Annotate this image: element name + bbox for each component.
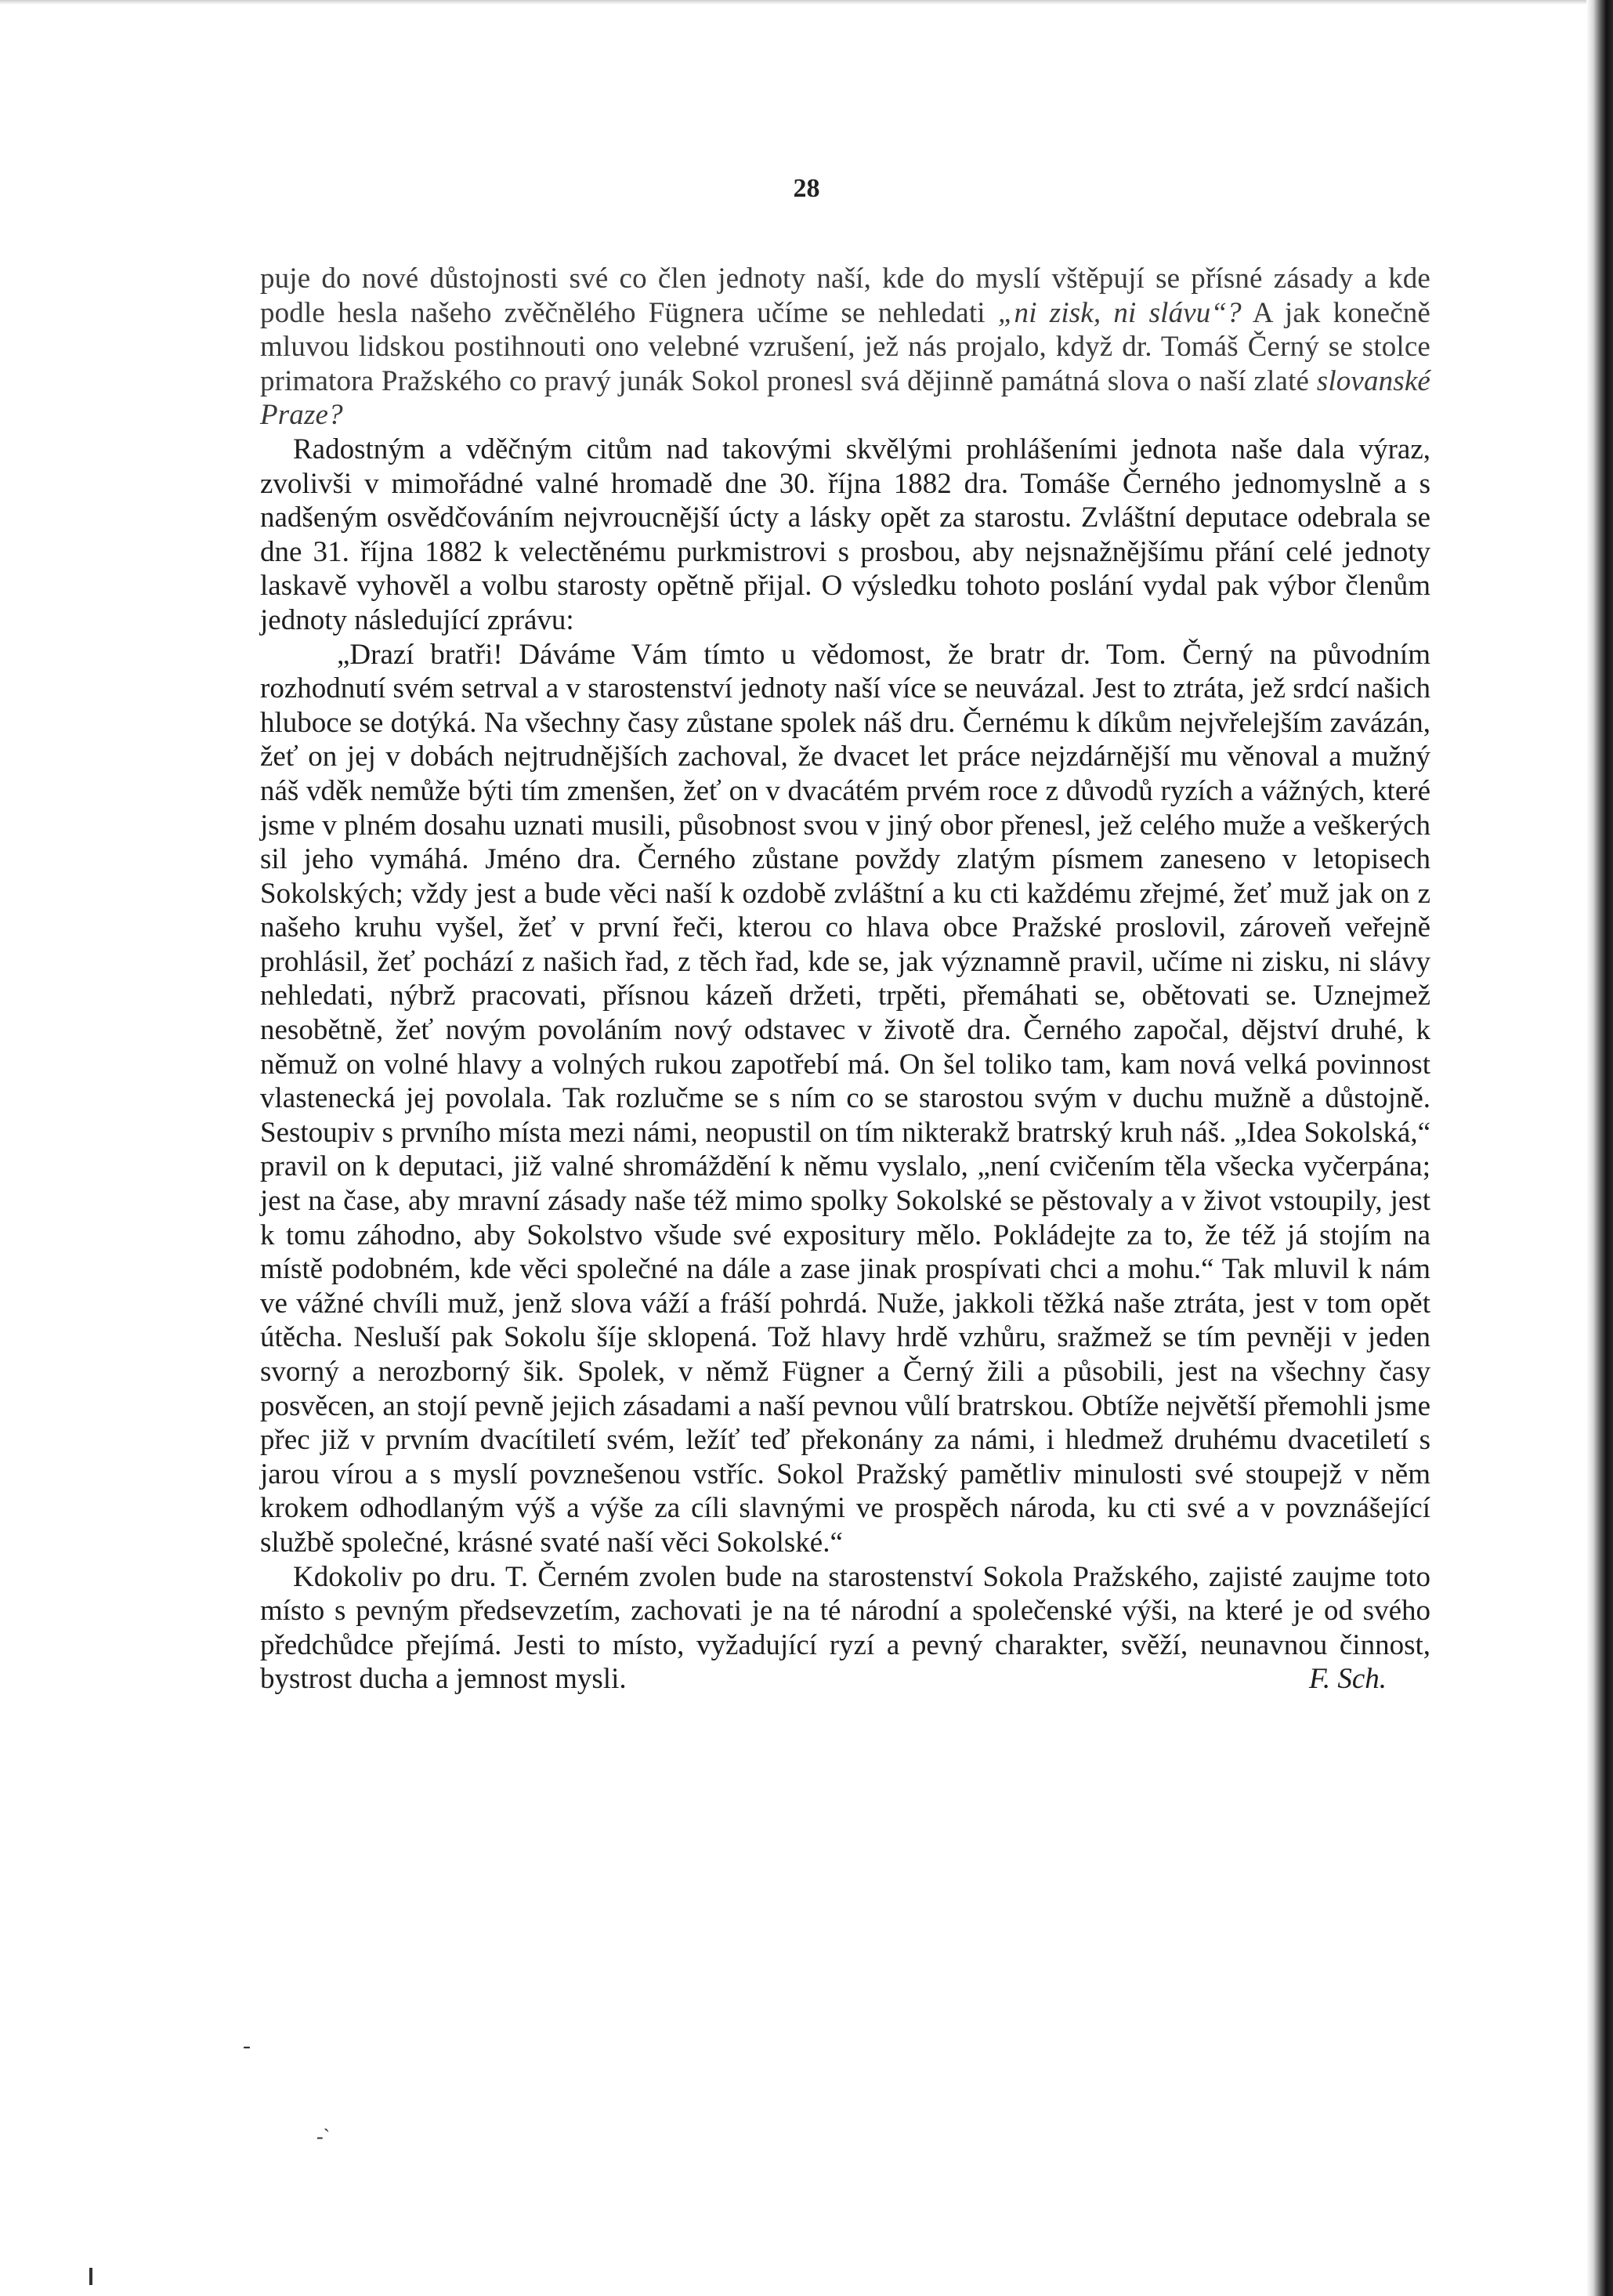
paragraph-final-text: Kdokoliv po dru. T. Černém zvolen bude na starostenství Sokola Pražského, zajisté zaujme toto místo s pevným předsevzetím, zachovati je na té národní a společenské výši, na které je od svého předchůdce přejímá. Jesti to místo, vyžadující ryzí a pevný charakter, svěží, neunavnou činnost, bystrost ducha a jemnost mysli. (260, 1560, 1430, 1696)
author-signature: F. Sch. (1308, 1663, 1387, 1696)
paragraph-1-text-cont: A jak konečně mluvou lidskou postihnouti ono velebné vzrušení, jež nás projalo, když dr. Tomáš Černý se stolce primatora Pražského co pravý junák Sokol pronesl svá dějinně památná slova o naší zlaté (260, 296, 1430, 397)
body-text (260, 262, 1430, 1697)
margin-mark (89, 2268, 92, 2285)
motto-quote: „ni zisk, ni slávu“? (997, 296, 1242, 329)
paragraph-final (260, 1560, 1430, 1697)
book-spine-shadow (1586, 0, 1613, 2296)
paragraph-1-text: puje do nové důstojnosti své co člen jednoty naší, kde do myslí vštěpují se přísné zásady a kde podle hesla našeho zvěčnělého Fügnera učíme se nehledati (260, 263, 1430, 329)
scan-edge (0, 0, 1613, 5)
paragraph-1 (260, 262, 1430, 433)
margin-mark: - (243, 2033, 251, 2059)
paragraph-1-italic-end: slovanské Praze? (260, 364, 1430, 432)
quoted-announcement: „Drazí bratři! Dáváme Vám tímto u vědomost, že bratr dr. Tom. Černý na původním rozhodnutí svém setrval a v starostenství jednoty naší více se neuvázal. Jest to ztráta, jež srdcí našich hluboce se dotýká. Na všechny časy zůstane spolek náš dru. Černému k díkům nejvřelejším zavázán, žeť on jej v dobách nejtrudnějších zachoval, že dvacet let práce nejzdárnější mu věnoval a mužný náš vděk nemůže býti tím zmenšen, žeť on v dvacátém prvém roce z důvodů ryzích a vážných, které jsme v plném dosahu uznati musili, působnost svou v jiný obor přenesl, jež celého muže a veškerých sil jeho vymáhá. Jméno dra. Černého zůstane povždy zlatým písmem zaneseno v letopisech Sokolských; vždy jest a bude věci naší k ozdobě zvláštní a ku cti každému zřejmé, žeť muž jak on z našeho kruhu vyšel, žeť v první řeči, kterou co hlava obce Pražské proslovil, zároveň veřejně prohlásil, žeť pochází z našich řad, z těch řad, kde se, jak významně pravil, učíme ni zisku, ni slávy nehledati, nýbrž pracovati, přísnou kázeň držeti, trpěti, přemáhati se, obětovati se. Uznejmež nesobětně, žeť novým povoláním nový odstavec v životě dra. Černého započal, dějství druhé, k němuž on volné hlavy a volných rukou zapotřebí má. On šel toliko tam, kam nová velká povinnost vlastenecká jej povolala. Tak rozlučme se s ním co se starostou svým v duchu mužně a důstojně. Sestoupiv s prvního místa mezi námi, neopustil on tím nikterakž bratrský kruh náš. „Idea Sokolská,“ pravil on k deputaci, již valné shromáždění k němu vyslalo, „není cvičením těla všecka vyčerpána; jest na čase, aby mravní zásady naše též mimo spolky Sokolské se pěstovaly a v život vstoupily, jest k tomu záhodno, aby Sokolstvo všude své expositury mělo. Pokládejte za to, že též já stojím na místě podobném, kde věci společné na dále a zase jinak prospívati chci a mohu.“ Tak mluvil k nám ve vážné chvíli muž, jenž slova váží a fráší pohrdá. Nuže, jakkoli těžká naše ztráta, jest v tom opět útěcha. Nesluší pak Sokolu šíje sklopená. Tož hlavy hrdě vzhůru, sražmež se tím pevněji v jeden svorný a nerozborný šik. Spolek, v němž Fügner a Černý žili a působili, jest na všechny časy posvěcen, an stojí pevně jejich zásadami a naší pevnou vůlí bratrskou. Obtíže největší přemohli jsme přec již v prvním dvacítiletí svém, ležíť teď překonány za námi, i hledmež druhému dvacetiletí s jarou vírou a s myslí povznešenou vstříc. Sokol Pražský pamětliv minulosti své stoupejž v něm krokem odhodlaným výš a výše za cíli slavnými ve prospěch národa, ku cti své a v povznášející službě společné, krásné svaté naší věci Sokolské.“ (260, 638, 1430, 1559)
margin-mark: -` (316, 2125, 331, 2148)
page-number: 28 (793, 174, 820, 203)
paragraph-2: Radostným a vděčným citům nad takovými skvělými prohlášeními jednota naše dala výraz, zvolivši v mimořádné valné hromadě dne 30. října 1882 dra. Tomáše Černého jednomyslně a s nadšeným osvědčováním nejvroucnější úcty a lásky opět za starostu. Zvláštní deputace odebrala se dne 31. října 1882 k velectěnému purkmistrovi s prosbou, aby nejsnažnějšímu přání celé jednoty laskavě vyhověl a volbu starosty opětně přijal. O výsledku tohoto poslání vydal pak výbor členům jednoty následující zprávu: (260, 433, 1430, 636)
